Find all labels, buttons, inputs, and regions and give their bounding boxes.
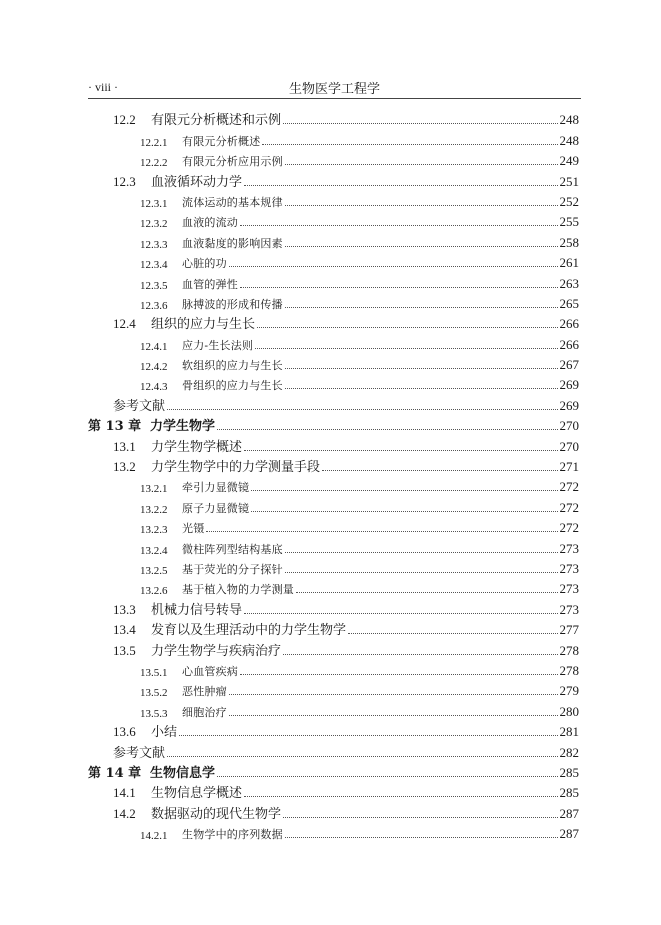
toc-entry-page: 255	[559, 214, 579, 230]
toc-entry-page: 248	[559, 132, 579, 148]
toc-entry-page: 278	[559, 642, 579, 658]
toc-entry[interactable]	[88, 781, 579, 801]
dot-leader	[217, 429, 557, 430]
toc-entry-page: 249	[559, 153, 579, 169]
toc-entry-page: 287	[559, 805, 579, 821]
book-title: 生物医学工程学	[288, 82, 380, 97]
toc-entry-title: 脉搏波的形成和传播	[182, 297, 283, 311]
toc-entry-number: 13.2	[113, 459, 136, 475]
toc-entry-title: 微柱阵列型结构基底	[182, 542, 283, 556]
dot-leader	[179, 735, 557, 736]
toc-entry-number: 12.3.4	[140, 259, 168, 272]
dot-leader	[348, 633, 557, 634]
dot-leader	[240, 674, 558, 675]
toc-entry-title: 血液的流动	[182, 216, 238, 230]
toc-entry[interactable]	[88, 577, 579, 597]
dot-leader	[285, 368, 558, 369]
toc-entry-title: 心脏的功	[182, 257, 227, 271]
toc-entry-page: 266	[559, 336, 579, 352]
toc-entry[interactable]	[88, 699, 579, 719]
toc-entry-number: 14.2	[113, 805, 136, 821]
toc-entry-number: 12.3.6	[140, 299, 168, 312]
dot-leader	[251, 490, 557, 491]
toc-entry-title: 血液黏度的影响因素	[182, 236, 283, 250]
dot-leader	[285, 164, 558, 165]
toc-entry-page: 277	[559, 622, 579, 638]
toc-entry-page: 273	[559, 601, 579, 617]
toc-entry-title: 应力-生长法则	[182, 338, 254, 352]
toc-entry-title: 机械力信号转导	[151, 602, 243, 618]
toc-entry-title: 原子力显微镜	[182, 501, 250, 515]
toc-entry-title: 流体运动的基本规律	[182, 195, 283, 209]
toc-entry-page: 273	[559, 540, 579, 556]
toc-entry-page: 269	[559, 377, 579, 393]
toc-entry-title: 基于荧光的分子探针	[182, 562, 283, 576]
toc-entry-number: 12.2	[113, 112, 136, 128]
toc-entry-title: 软组织的应力与生长	[182, 359, 283, 373]
toc-entry-number: 12.3.5	[140, 279, 168, 292]
dot-leader	[285, 246, 558, 247]
toc-references-entry[interactable]	[88, 740, 579, 760]
toc-entry-title: 血管的弹性	[182, 277, 238, 291]
toc-entry-page: 273	[559, 581, 579, 597]
toc-entry[interactable]	[88, 638, 579, 658]
toc-entry-number: 13.5.1	[140, 666, 168, 679]
dot-leader	[296, 592, 558, 593]
toc-entry-number: 第 13 章	[88, 419, 142, 435]
toc-entry-number: 13.2.3	[140, 524, 168, 537]
toc-entry-number: 13.2.6	[140, 585, 168, 598]
toc-entry-number: 12.4.1	[140, 340, 168, 353]
toc-entry-number: 14.1	[113, 785, 136, 801]
toc-entry-page: 285	[559, 764, 579, 780]
toc-entry-number: 13.6	[113, 724, 136, 740]
toc-entry-title: 参考文献	[113, 745, 166, 761]
toc-entry-title: 参考文献	[113, 398, 166, 414]
dot-leader	[283, 654, 557, 655]
toc-entry-title: 生物信息学	[150, 765, 216, 781]
toc-entry-page: 267	[559, 357, 579, 373]
dot-leader	[285, 388, 558, 389]
dot-leader	[217, 776, 557, 777]
toc-entry-number: 第 14 章	[88, 765, 142, 781]
toc-entry[interactable]	[88, 822, 579, 842]
dot-leader	[240, 225, 558, 226]
dot-leader	[257, 327, 557, 328]
toc-entry[interactable]	[88, 149, 579, 169]
toc-entry-number: 13.2.4	[140, 544, 168, 557]
toc-entry-number: 12.3.2	[140, 218, 168, 231]
toc-entry[interactable]	[88, 210, 579, 230]
toc-entry[interactable]	[88, 128, 579, 148]
dot-leader	[229, 715, 558, 716]
toc-entry-title: 生物信息学概述	[151, 786, 243, 802]
toc-entry-page: 281	[559, 724, 579, 740]
dot-leader	[251, 511, 557, 512]
dot-leader	[167, 409, 557, 410]
toc-references-entry[interactable]	[88, 393, 579, 413]
toc-entry-title: 细胞治疗	[182, 705, 227, 719]
toc-entry[interactable]	[88, 495, 579, 515]
toc-entry-title: 组织的应力与生长	[151, 317, 256, 333]
toc-entry[interactable]	[88, 475, 579, 495]
dot-leader	[285, 837, 558, 838]
toc-entry-page: 279	[559, 683, 579, 699]
toc-entry-title: 力学生物学与疾病治疗	[151, 643, 282, 659]
toc-entry[interactable]	[88, 190, 579, 210]
toc-entry-title: 基于植入物的力学测量	[182, 583, 294, 597]
toc-entry-page: 270	[559, 438, 579, 454]
toc-entry-title: 有限元分析应用示例	[182, 155, 283, 169]
dot-leader	[285, 572, 558, 573]
dot-leader	[244, 613, 557, 614]
toc-entry[interactable]	[88, 801, 579, 821]
dot-leader	[285, 552, 558, 553]
toc-entry[interactable]	[88, 292, 579, 312]
toc-entry-number: 13.1	[113, 438, 136, 454]
toc-entry-page: 280	[559, 703, 579, 719]
toc-entry-page: 248	[559, 112, 579, 128]
dot-leader	[262, 144, 557, 145]
dot-leader	[283, 123, 557, 124]
toc-entry[interactable]	[88, 679, 579, 699]
toc-entry-number: 12.4	[113, 316, 136, 332]
toc-entry-number: 13.3	[113, 601, 136, 617]
toc-entry-page: 272	[559, 499, 579, 515]
toc-entry-number: 13.5	[113, 642, 136, 658]
toc-entry-title: 牵引力显微镜	[182, 481, 250, 495]
toc-entry-title: 光镊	[182, 522, 205, 536]
toc-entry-page: 263	[559, 275, 579, 291]
toc-entry-page: 252	[559, 193, 579, 209]
dot-leader	[229, 266, 558, 267]
toc-entry-title: 恶性肿瘤	[182, 685, 227, 699]
toc-entry-title: 数据驱动的现代生物学	[151, 806, 282, 822]
toc-entry[interactable]	[88, 516, 579, 536]
toc-entry[interactable]	[88, 597, 579, 617]
toc-entry[interactable]	[88, 332, 579, 352]
toc-entry[interactable]	[88, 108, 579, 128]
toc-chapter-entry[interactable]	[88, 414, 579, 434]
toc-entry-page: 273	[559, 560, 579, 576]
toc-entry-title: 小结	[151, 725, 178, 741]
toc-entry-number: 13.5.3	[140, 707, 168, 720]
dot-leader	[244, 796, 557, 797]
toc-entry[interactable]	[88, 536, 579, 556]
dot-leader	[244, 185, 557, 186]
toc-entry-number: 12.3	[113, 173, 136, 189]
toc-entry-title: 发育以及生理活动中的力学生物学	[151, 623, 347, 639]
toc-entry[interactable]	[88, 251, 579, 271]
toc-entry[interactable]	[88, 618, 579, 638]
toc-entry-number: 13.4	[113, 622, 136, 638]
dot-leader	[255, 348, 557, 349]
toc-entry-page: 272	[559, 520, 579, 536]
toc-entry[interactable]	[88, 312, 579, 332]
toc-entry-title: 有限元分析概述和示例	[151, 113, 282, 129]
dot-leader	[285, 307, 558, 308]
toc-entry-number: 13.2.5	[140, 564, 168, 577]
toc-entry-page: 270	[559, 418, 579, 434]
toc-entry-page: 269	[559, 397, 579, 413]
toc-entry-page: 266	[559, 316, 579, 332]
toc-entry[interactable]	[88, 230, 579, 250]
toc-entry-number: 12.4.2	[140, 361, 168, 374]
toc-chapter-entry[interactable]	[88, 761, 579, 781]
table-of-contents	[88, 108, 579, 842]
dot-leader	[322, 470, 557, 471]
toc-entry[interactable]	[88, 557, 579, 577]
dot-leader	[229, 694, 558, 695]
dot-leader	[244, 450, 557, 451]
toc-entry-number: 12.4.3	[140, 381, 168, 394]
toc-entry[interactable]	[88, 271, 579, 291]
toc-entry-page: 265	[559, 295, 579, 311]
toc-entry-page: 271	[559, 459, 579, 475]
toc-entry-title: 骨组织的应力与生长	[182, 379, 283, 393]
toc-entry[interactable]	[88, 659, 579, 679]
toc-entry-number: 13.5.2	[140, 687, 168, 700]
dot-leader	[240, 287, 558, 288]
toc-entry-number: 12.3.3	[140, 238, 168, 251]
page-number: · viii ·	[88, 80, 118, 94]
toc-entry-number: 12.2.1	[140, 136, 168, 149]
toc-entry-page: 261	[559, 255, 579, 271]
running-header	[88, 76, 581, 99]
dot-leader	[206, 531, 557, 532]
toc-entry-page: 282	[559, 744, 579, 760]
toc-entry-number: 13.2.1	[140, 483, 168, 496]
toc-entry-page: 251	[559, 173, 579, 189]
toc-entry-page: 258	[559, 234, 579, 250]
dot-leader	[167, 756, 557, 757]
toc-entry[interactable]	[88, 169, 579, 189]
toc-entry[interactable]	[88, 353, 579, 373]
toc-entry-number: 12.2.2	[140, 157, 168, 170]
toc-entry-title: 有限元分析概述	[182, 134, 261, 148]
toc-entry-title: 心血管疾病	[182, 664, 238, 678]
toc-entry-title: 血液循环动力学	[151, 174, 243, 190]
toc-entry[interactable]	[88, 373, 579, 393]
dot-leader	[283, 817, 557, 818]
toc-entry[interactable]	[88, 434, 579, 454]
toc-entry[interactable]	[88, 720, 579, 740]
toc-entry-page: 287	[559, 826, 579, 842]
toc-entry-page: 285	[559, 785, 579, 801]
toc-entry-page: 278	[559, 662, 579, 678]
toc-entry-number: 14.2.1	[140, 830, 168, 843]
toc-entry-number: 12.3.1	[140, 197, 168, 210]
toc-entry[interactable]	[88, 455, 579, 475]
toc-entry-title: 力学生物学中的力学测量手段	[151, 460, 321, 476]
toc-entry-title: 力学生物学	[150, 419, 216, 435]
toc-entry-title: 生物学中的序列数据	[182, 828, 283, 842]
toc-entry-title: 力学生物学概述	[151, 439, 243, 455]
dot-leader	[285, 205, 558, 206]
toc-entry-page: 272	[559, 479, 579, 495]
toc-entry-number: 13.2.2	[140, 503, 168, 516]
